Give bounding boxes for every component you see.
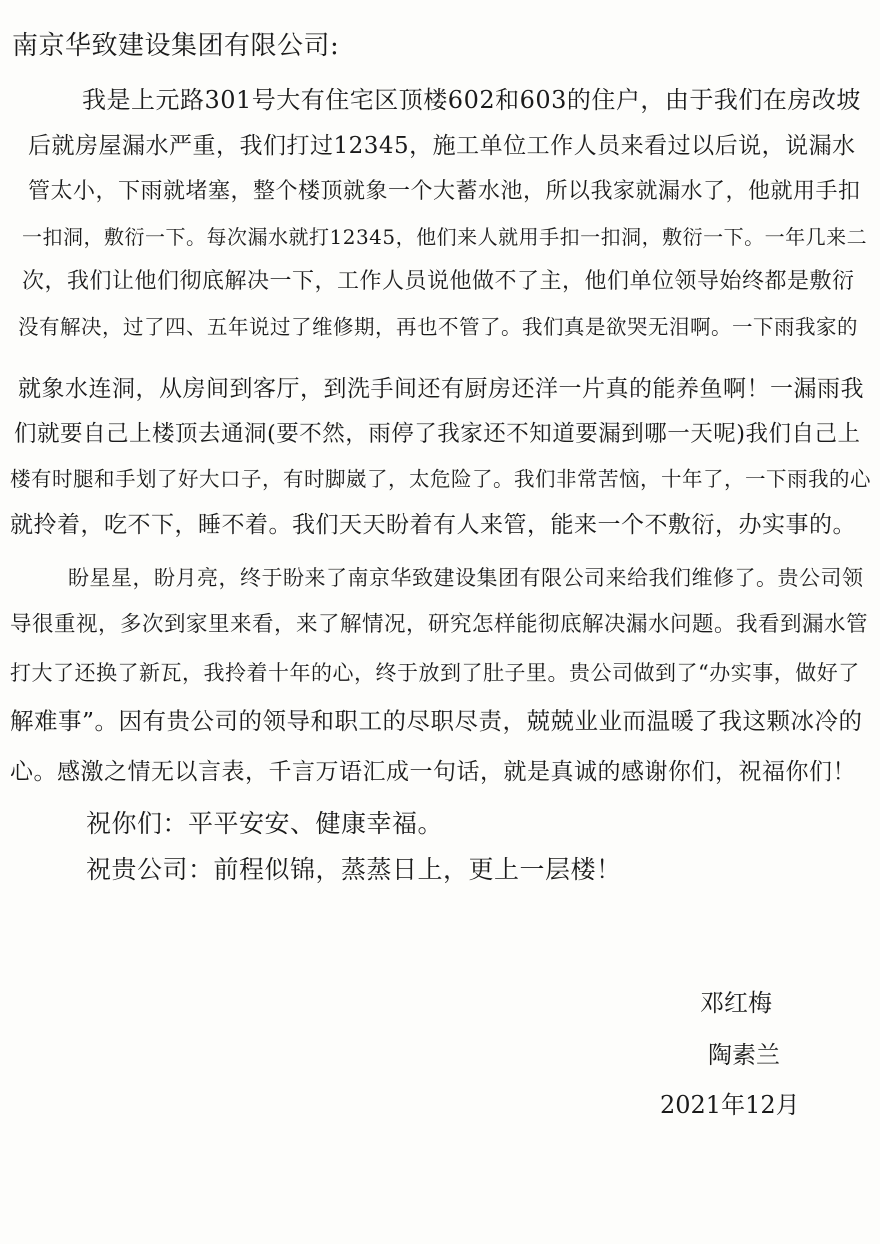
- letter-line: 楼有时腿和手划了好大口子，有时脚崴了，太危险了。我们非常苦恼，十年了，一下雨我的心: [10, 467, 871, 491]
- letter-line: 们就要自己上楼顶去通洞(要不然，雨停了我家还不知道要漏到哪一天呢)我们自己上: [14, 421, 861, 447]
- letter-line: 解难事”。因有贵公司的领导和职工的尽职尽责，兢兢业业而温暖了我这颗冰冷的: [10, 707, 863, 735]
- letter-line: 心。感激之情无以言表，千言万语汇成一句话，就是真诚的感谢你们，祝福你们！: [10, 759, 856, 785]
- letter-greeting: 南京华致建设集团有限公司:: [12, 31, 340, 61]
- letter-line: 没有解决，过了四、五年说过了维修期，再也不管了。我们真是欲哭无泪啊。一下雨我家的: [18, 315, 858, 339]
- letter-line: 后就房屋漏水严重，我们打过12345，施工单位工作人员来看过以后说，说漏水: [28, 133, 856, 159]
- signature-name: 陶素兰: [708, 1041, 780, 1069]
- letter-line: 我是上元路301号大有住宅区顶楼602和603的住户，由于我们在房改坡: [82, 86, 861, 114]
- blessing-line: 祝你们：平平安安、健康幸福。: [86, 809, 444, 838]
- letter-line: 就象水连洞，从房间到客厅，到洗手间还有厨房还洋一片真的能养鱼啊！一漏雨我: [18, 376, 864, 402]
- letter-line: 管太小，下雨就堵塞，整个楼顶就象一个大蓄水池，所以我家就漏水了，他就用手扣: [28, 179, 861, 204]
- letter-line: 打大了还换了新瓦，我拎着十年的心，终于放到了肚子里。贵公司做到了“办实事，做好了: [10, 661, 860, 685]
- letter-line: 一扣洞，敷衍一下。每次漏水就打12345，他们来人就用手扣一扣洞，敷衍一下。一年几来二: [22, 225, 868, 249]
- letter-line: 盼星星，盼月亮，终于盼来了南京华致建设集团有限公司来给我们维修了。贵公司领: [68, 566, 864, 590]
- signature-name: 邓红梅: [700, 989, 772, 1017]
- blessing-line: 祝贵公司：前程似锦，蒸蒸日上，更上一层楼！: [86, 855, 622, 884]
- signature-date: 2021年12月: [660, 1091, 800, 1119]
- letter-line: 导很重视，多次到家里来看，来了解情况，研究怎样能彻底解决漏水问题。我看到漏水管: [10, 612, 869, 637]
- letter-line: 次，我们让他们彻底解决一下，工作人员说他做不了主，他们单位领导始终都是敷衍: [22, 269, 855, 294]
- letter-line: 就拎着，吃不下，睡不着。我们天天盼着有人来管，能来一个不敷衍，办实事的。: [10, 512, 856, 538]
